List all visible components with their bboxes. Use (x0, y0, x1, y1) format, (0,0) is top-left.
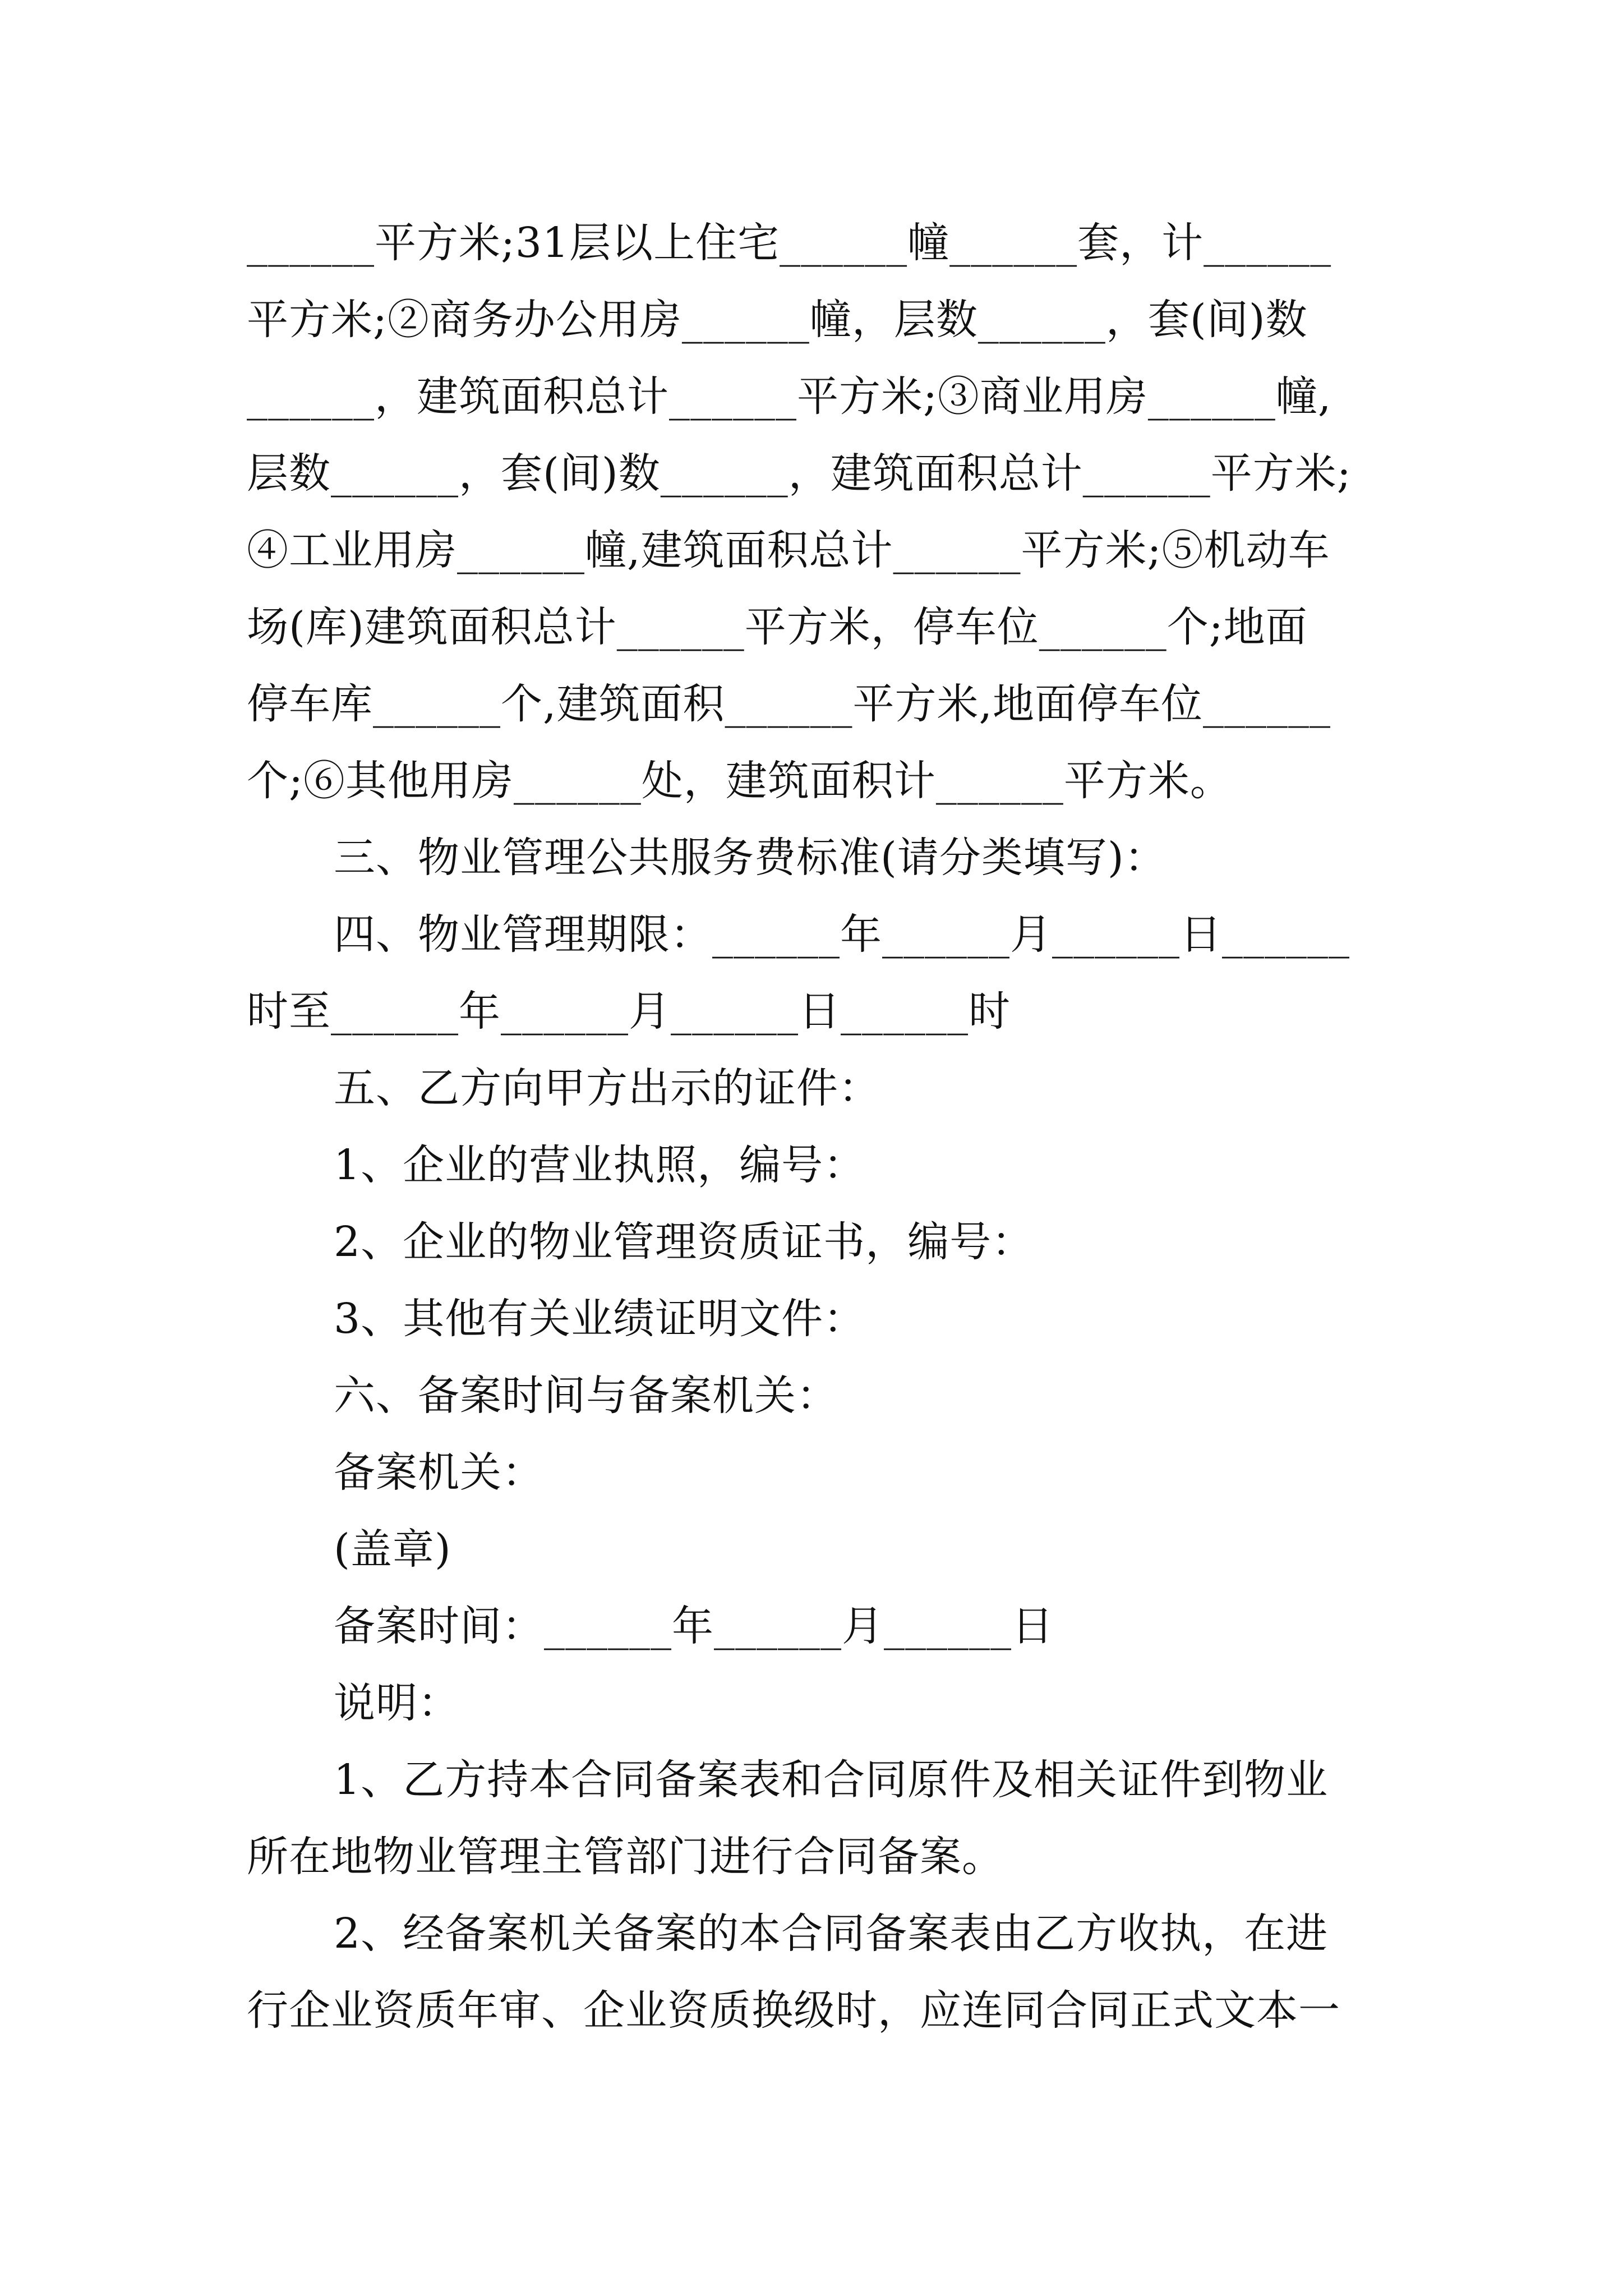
section-heading-5: 五、乙方向甲方出示的证件： (334, 1064, 880, 1112)
text-line: ④工业用房______幢,建筑面积总计______平方米;⑤机动车 (247, 526, 1330, 574)
section-heading-3: 三、物业管理公共服务费标准(请分类填写)： (334, 834, 1166, 882)
list-item: 3、其他有关业绩证明文件： (334, 1295, 866, 1343)
text-line: 行企业资质年审、企业资质换级时，应连同合同正式文本一 (247, 1986, 1340, 2035)
text-line: 停车库______个,建筑面积______平方米,地面停车位______ (247, 680, 1331, 728)
document-body (247, 205, 1385, 2049)
filing-date-label: 备案时间：______年______月______日 (334, 1602, 1054, 1650)
section-heading-6: 六、备案时间与备案机关： (334, 1372, 838, 1420)
text-line: 平方米;②商务办公用房______幢，层数______，套(间)数 (247, 296, 1308, 344)
list-item: 1、企业的营业执照，编号： (334, 1141, 866, 1189)
text-line: 个;⑥其他用房______处，建筑面积计______平方米。 (247, 757, 1232, 805)
list-item: 2、企业的物业管理资质证书，编号： (334, 1218, 1034, 1266)
notes-heading: 说明： (334, 1679, 460, 1727)
seal-label: (盖章) (334, 1525, 451, 1573)
filing-authority-label: 备案机关： (334, 1448, 544, 1497)
text-line: 时至______年______月______日______时 (247, 987, 1011, 1036)
note-item: 2、经备案机关备案的本合同备案表由乙方收执，在进 (334, 1910, 1329, 1958)
section-heading-4: 四、物业管理期限：______年______月______日______ (334, 910, 1350, 959)
note-item: 1、乙方持本合同备案表和合同原件及相关证件到物业 (334, 1756, 1329, 1804)
text-line: 场(库)建筑面积总计______平方米，停车位______个;地面 (247, 603, 1308, 651)
text-line: 层数______，套(间)数______，建筑面积总计______平方米; (247, 449, 1352, 498)
text-line: 所在地物业管理主管部门进行合同备案。 (247, 1833, 1004, 1881)
text-line: ______，建筑面积总计______平方米;③商业用房______幢, (247, 372, 1332, 421)
text-line: ______平方米;31层以上住宅______幢______套，计______ (247, 219, 1332, 267)
